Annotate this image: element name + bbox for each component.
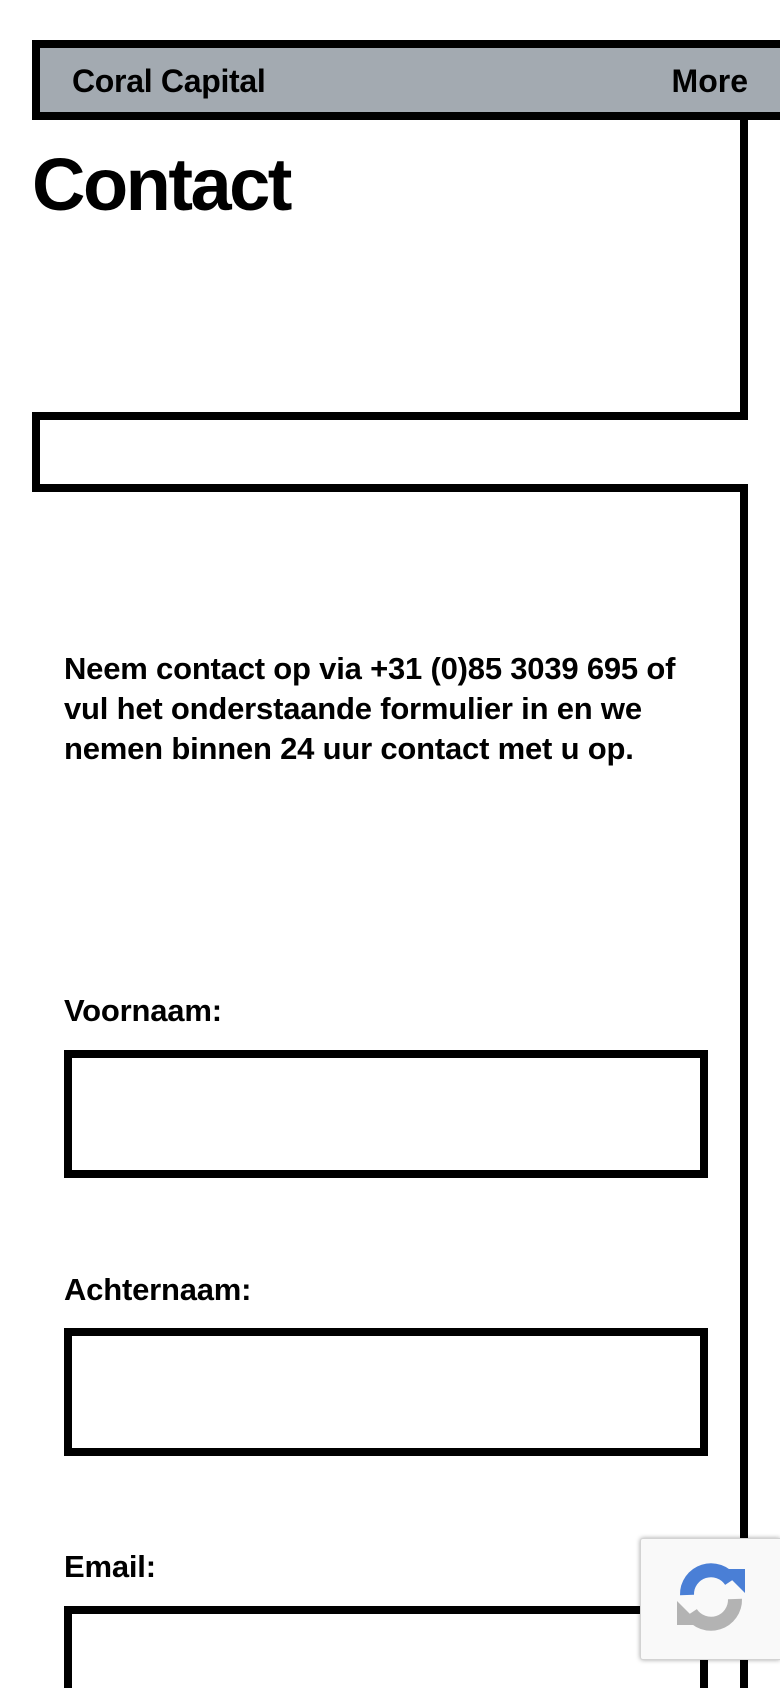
recaptcha-icon [669, 1555, 753, 1639]
more-menu-button[interactable]: More [671, 63, 748, 99]
last-name-label: Achternaam: [64, 1272, 252, 1307]
page-title: Contact [32, 143, 290, 226]
first-name-label: Voornaam: [64, 993, 222, 1028]
top-nav-bar [32, 40, 780, 120]
brand-logo-link[interactable]: Coral Capital [72, 63, 266, 99]
intro-text: Neem contact op via +31 (0)85 3039 695 of vul het onderstaande formulier in en we nemen binnen 24 uur contact met u op. [64, 651, 676, 766]
last-name-input[interactable] [64, 1328, 708, 1456]
divider-block [32, 412, 748, 492]
email-label: Email: [64, 1549, 156, 1584]
email-input[interactable] [64, 1606, 708, 1688]
recaptcha-badge[interactable] [640, 1538, 780, 1660]
first-name-input[interactable] [64, 1050, 708, 1178]
